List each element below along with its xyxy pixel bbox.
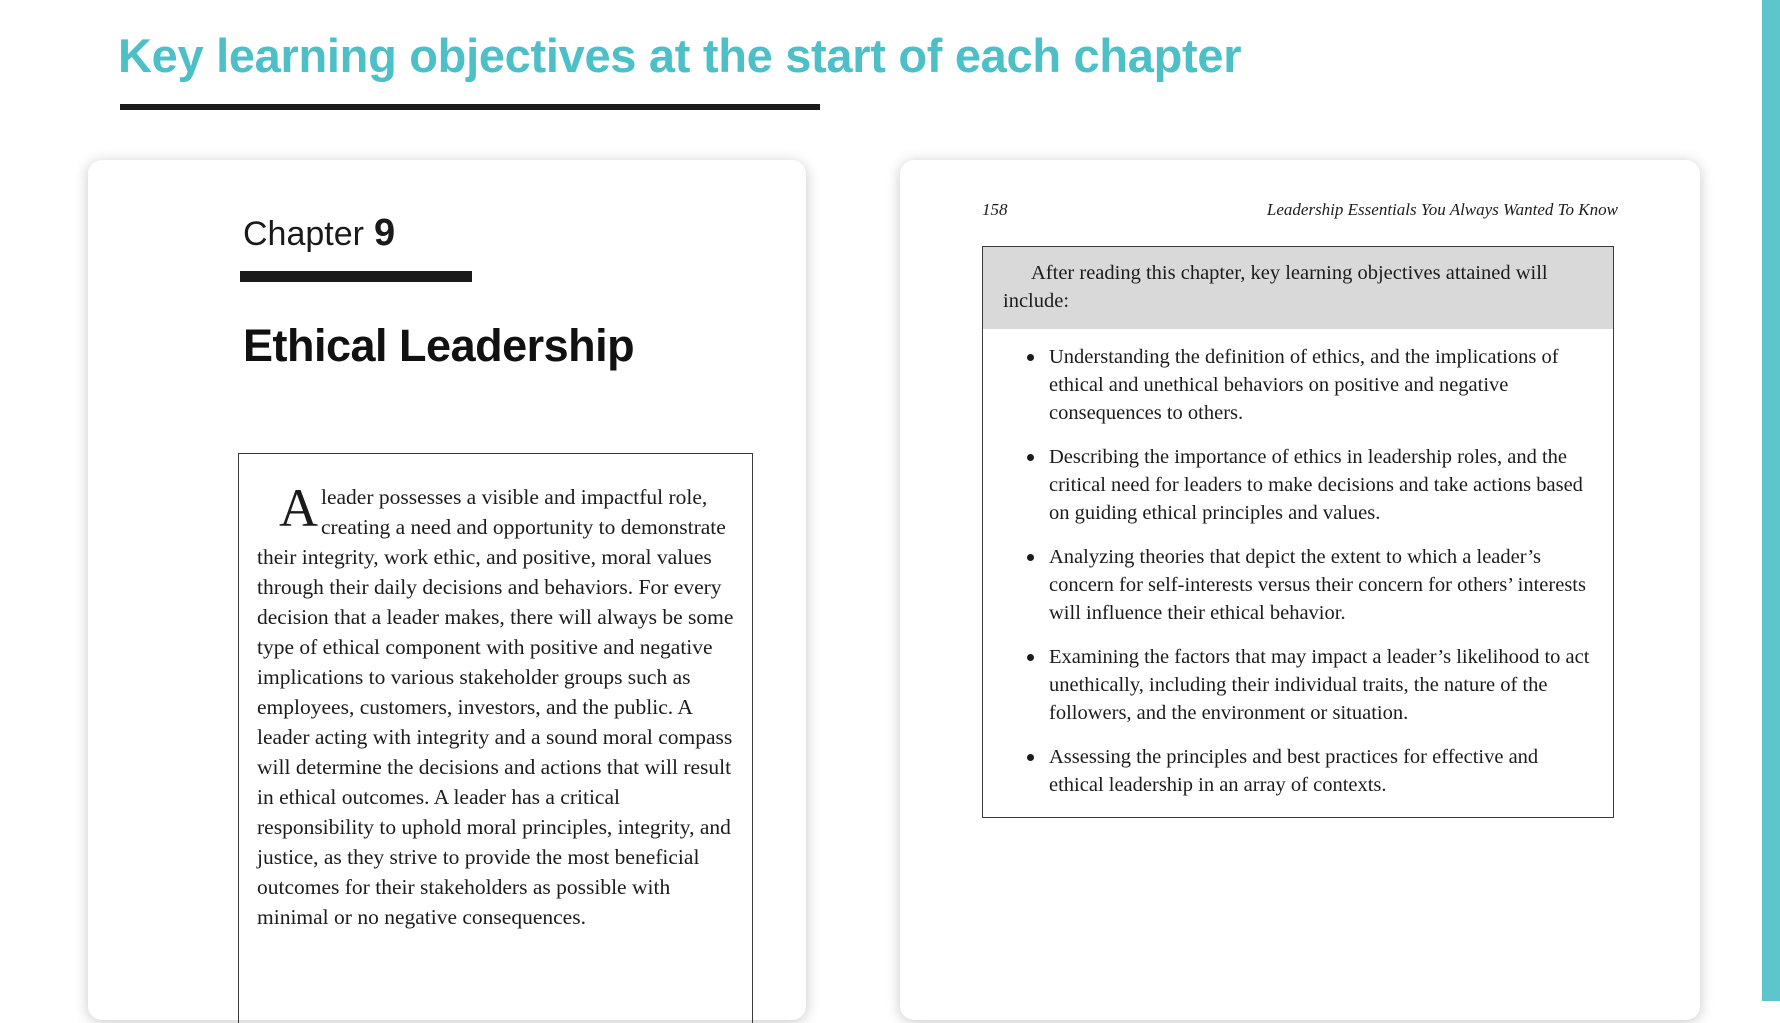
bullet-icon: [1027, 754, 1034, 761]
learning-objectives-list: [983, 329, 1613, 817]
running-head: Leadership Essentials You Always Wanted To Know: [1266, 200, 1618, 219]
chapter-rule: [240, 271, 472, 282]
bullet-icon: [1027, 454, 1034, 461]
list-item-text: Analyzing theories that depict the extent to which a leader’s concern for self-interests versus their concern for others’ interests will influence their ethical behavior.: [1049, 546, 1586, 624]
accent-edge-bar: [1762, 0, 1780, 1001]
chapter-label: Chapter: [243, 215, 364, 253]
list-item: [1005, 543, 1591, 627]
list-item-text: Describing the importance of ethics in leadership roles, and the critical need for leaders to make decisions and take actions based on guiding ethical principles and values.: [1049, 446, 1583, 524]
title-underline: [120, 104, 820, 110]
chapter-title: Ethical Leadership: [243, 320, 635, 371]
drop-cap: A: [279, 478, 318, 538]
list-item: [1005, 743, 1591, 799]
page-number: 158: [982, 200, 1008, 219]
chapter-heading: [243, 212, 395, 255]
book-page-right: [900, 160, 1700, 1020]
chapter-body-text: leader possesses a visible and impactful role, creating a need and opportunity to demonstrate their integrity, work ethic, and positive, moral values through their daily decisions and behaviors. For every decision that a leader makes, there will always be some type of ethical component with positive and negative implications to various stakeholder groups such as employees, customers, investors, and the public. A leader acting with integrity and a sound moral compass will determine the decisions and actions that will result in ethical outcomes. A leader has a critical responsibility to uphold moral principles, integrity, and justice, as they strive to provide the most beneficial outcomes for their stakeholders as possible with minimal or no negative consequences.: [257, 485, 734, 929]
bullet-icon: [1027, 654, 1034, 661]
learning-objectives-box: [982, 246, 1614, 818]
page-title: Key learning objectives at the start of each chapter: [118, 29, 1242, 82]
list-item-text: Assessing the principles and best practices for effective and ethical leadership in an array of contexts.: [1049, 746, 1539, 796]
list-item-text: Examining the factors that may impact a leader’s likelihood to act unethically, including their individual traits, the nature of the followers, and the environment or situation.: [1049, 646, 1590, 724]
chapter-number: 9: [373, 212, 396, 254]
list-item: [1005, 343, 1591, 427]
bullet-icon: [1027, 554, 1034, 561]
chapter-body-box: [238, 453, 753, 1023]
book-page-left: [88, 160, 806, 1020]
learning-objectives-intro: After reading this chapter, key learning objectives attained will include:: [983, 247, 1613, 329]
list-item: [1005, 643, 1591, 727]
list-item-text: Understanding the definition of ethics, and the implications of ethical and unethical behaviors on positive and negative consequences to others.: [1049, 346, 1559, 424]
list-item: [1005, 443, 1591, 527]
bullet-icon: [1027, 354, 1034, 361]
